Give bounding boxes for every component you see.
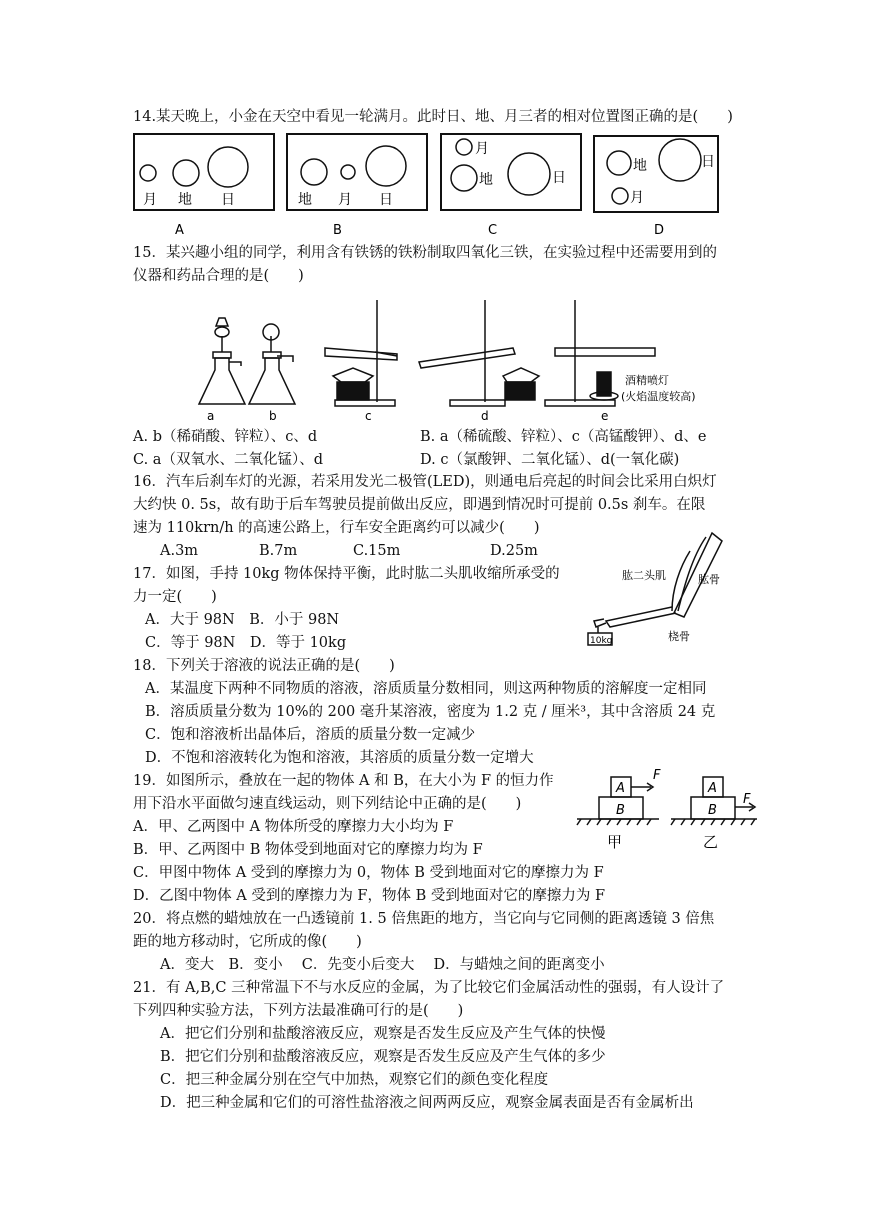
lamp-label-1: 酒精喷灯 bbox=[625, 374, 669, 387]
q14-b-earth: 地 bbox=[298, 192, 312, 208]
q21-stem-1: 21．有 A,B,C 三种常温下不与水反应的金属，为了比较它们金属活动性的强弱，有人设计了 bbox=[133, 980, 725, 996]
q14-c-moon: 月 bbox=[475, 141, 489, 157]
q14-b-sun: 日 bbox=[379, 192, 393, 208]
q16-stem-1: 16．汽车后刹车灯的光源，若采用发光二极管(LED)，则通电后亮起的时间会比采用白炽灯 bbox=[133, 474, 717, 490]
label-humerus: 肱骨 bbox=[698, 573, 720, 586]
q19-option-c: C．甲图中物体 A 受到的摩擦力为 0，物体 B 受到地面对它的摩擦力为 F bbox=[133, 865, 604, 881]
label-jia: 甲 bbox=[607, 833, 623, 851]
q14-b-letter: B bbox=[333, 223, 342, 238]
label-weight: 10kg bbox=[590, 636, 613, 646]
q14-panel-d bbox=[594, 136, 718, 212]
q20-stem-1: 20．将点燃的蜡烛放在一凸透镜前 1. 5 倍焦距的地方，当它向与它同侧的距离透镜 3 倍焦 bbox=[133, 911, 715, 927]
apparatus-label-c: c bbox=[365, 409, 372, 423]
q20-stem-2: 距的地方移动时，它所成的像( ) bbox=[133, 934, 362, 950]
q15-option-d: D. c（氯酸钾、二氧化锰）、d(一氧化碳) bbox=[420, 452, 680, 468]
q14-figure bbox=[130, 130, 720, 240]
q14-c-earth: 地 bbox=[479, 172, 493, 188]
yi-label-b: B bbox=[708, 803, 717, 818]
q19-stem-2: 用下沿水平面做匀速直线运动，则下列结论中正确的是( ) bbox=[133, 796, 522, 812]
q14-d-sun: 日 bbox=[701, 154, 715, 170]
apparatus-label-d: d bbox=[481, 409, 489, 423]
q21-option-d: D．把三种金属和它们的可溶性盐溶液之间两两反应，观察金属表面是否有金属析出 bbox=[160, 1095, 694, 1111]
label-yi: 乙 bbox=[703, 833, 719, 851]
q20-options: A．变大 B．变小 C．先变小后变大 D．与蜡烛之间的距离变小 bbox=[160, 957, 605, 973]
q15-option-b: B. a（稀硫酸、锌粒）、c（高锰酸钾）、d、e bbox=[420, 429, 707, 445]
q17-stem-2: 力一定( ) bbox=[133, 589, 217, 605]
apparatus-label-b: b bbox=[269, 409, 277, 423]
q14-b-moon: 月 bbox=[338, 192, 352, 208]
q14-c-sun: 日 bbox=[552, 170, 566, 186]
q19-option-d: D．乙图中物体 A 受到的摩擦力为 F，物体 B 受到地面对它的摩擦力为 F bbox=[133, 888, 606, 904]
q17-options-cd: C．等于 98N D．等于 10kg bbox=[145, 635, 347, 651]
q14-c-letter: C bbox=[488, 223, 498, 238]
q17-arm-figure bbox=[580, 527, 730, 652]
q19-option-b: B．甲、乙两图中 B 物体受到地面对它的摩擦力均为 F bbox=[133, 842, 483, 858]
q14-d-moon: 月 bbox=[630, 190, 644, 206]
q15-stem-2: 仪器和药品合理的是( ) bbox=[133, 268, 304, 284]
apparatus-label-a: a bbox=[207, 409, 215, 423]
q18-option-b: B．溶质质量分数为 10%的 200 毫升某溶液，密度为 1.2 克 / 厘米³，其中含溶质 24 克 bbox=[145, 704, 716, 720]
q18-option-d: D．不饱和溶液转化为饱和溶液，其溶质的质量分数一定增大 bbox=[145, 750, 534, 766]
q21-option-a: A．把它们分别和盐酸溶液反应，观察是否发生反应及产生气体的快慢 bbox=[160, 1026, 606, 1042]
q16-stem-2: 大约快 0. 5s，故有助于后车驾驶员提前做出反应，即遇到情况时可提前 0.5s 刹车。在限 bbox=[133, 497, 706, 513]
q19-stem-1: 19．如图所示，叠放在一起的物体 A 和 B，在大小为 F 的恒力作 bbox=[133, 773, 554, 789]
apparatus-label-e: e bbox=[601, 409, 609, 423]
q15-option-a: A. b（稀硝酸、锌粒）、c、d bbox=[133, 429, 318, 445]
q16-option-d: D.25m bbox=[490, 543, 538, 559]
yi-label-a: A bbox=[708, 781, 717, 796]
q16-option-a: A.3m bbox=[160, 543, 199, 559]
q14-a-sun: 日 bbox=[221, 192, 235, 208]
lamp-label-2: (火焰温度较高) bbox=[621, 390, 696, 403]
q16-stem-3: 速为 110krn/h 的高速公路上，行车安全距离约可以减少( ) bbox=[133, 520, 540, 536]
q21-option-c: C．把三种金属分别在空气中加热，观察它们的颜色变化程度 bbox=[160, 1072, 549, 1088]
q18-option-a: A．某温度下两种不同物质的溶液，溶质质量分数相同，则这两种物质的溶解度一定相同 bbox=[145, 681, 707, 697]
jia-label-f: F bbox=[653, 768, 661, 783]
q21-option-b: B．把它们分别和盐酸溶液反应，观察是否发生反应及产生气体的多少 bbox=[160, 1049, 606, 1065]
q16-option-b: B.7m bbox=[259, 543, 298, 559]
jia-label-a: A bbox=[616, 781, 625, 796]
q16-option-c: C.15m bbox=[353, 543, 401, 559]
q14-stem: 14.某天晚上，小金在天空中看见一轮满月。此时日、地、月三者的相对位置图正确的是( ) bbox=[133, 109, 733, 125]
q14-a-moon: 月 bbox=[143, 192, 157, 208]
label-radius: 桡骨 bbox=[668, 630, 690, 643]
q17-options-ab: A．大于 98N B．小于 98N bbox=[145, 612, 340, 628]
q19-blocks-figure bbox=[575, 763, 765, 855]
q15-apparatus-figure bbox=[185, 296, 720, 426]
q15-stem-1: 15．某兴趣小组的同学，利用含有铁锈的铁粉制取四氧化三铁，在实验过程中还需要用到的 bbox=[133, 245, 717, 261]
q18-option-c: C．饱和溶液析出晶体后，溶质的质量分数一定减少 bbox=[145, 727, 476, 743]
yi-label-f: F bbox=[743, 792, 751, 807]
q14-d-letter: D bbox=[654, 223, 665, 238]
q17-stem-1: 17．如图，手持 10kg 物体保持平衡，此时肱二头肌收缩所承受的 bbox=[133, 566, 560, 582]
q19-option-a: A．甲、乙两图中 A 物体所受的摩擦力大小均为 F bbox=[133, 819, 454, 835]
q15-option-c: C. a（双氧水、二氧化锰）、d bbox=[133, 452, 323, 468]
jia-label-b: B bbox=[616, 803, 625, 818]
q14-a-earth: 地 bbox=[178, 192, 192, 208]
label-biceps: 肱二头肌 bbox=[622, 569, 666, 582]
q18-stem: 18．下列关于溶液的说法正确的是( ) bbox=[133, 658, 395, 674]
q14-d-earth: 地 bbox=[633, 158, 647, 174]
q21-stem-2: 下列四种实验方法，下列方法最准确可行的是( ) bbox=[133, 1003, 464, 1019]
q14-a-letter: A bbox=[175, 223, 184, 238]
